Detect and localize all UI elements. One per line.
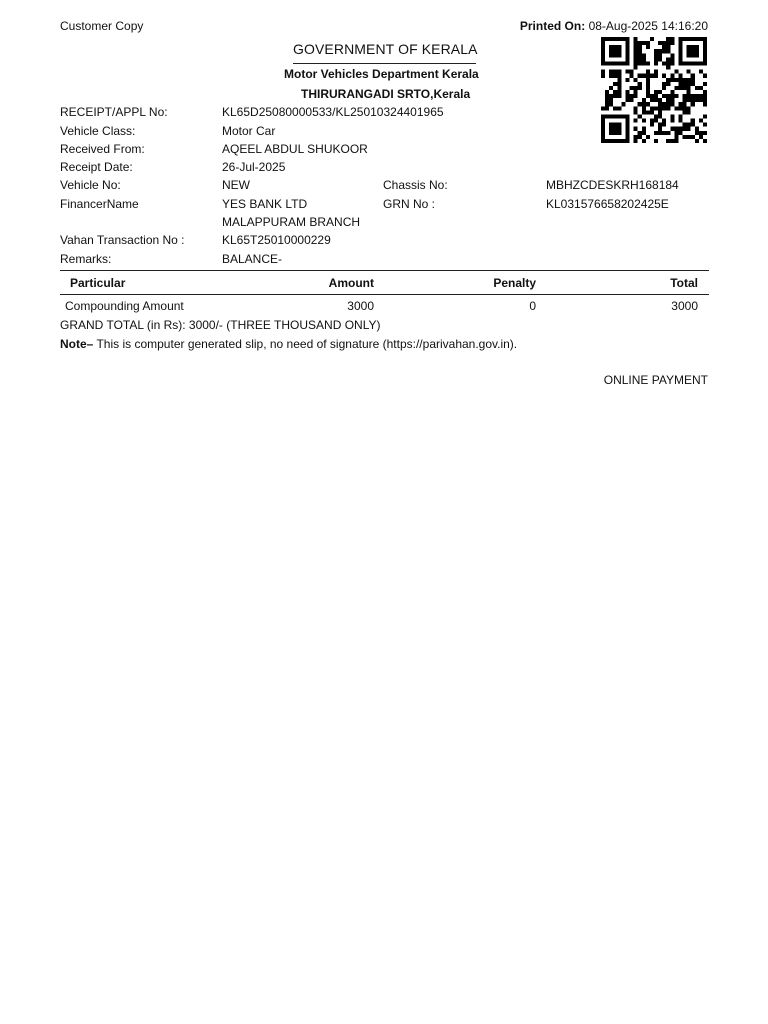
row-amount: 3000 — [347, 299, 374, 313]
note-label: Note– — [60, 337, 94, 351]
grn-value: KL031576658202425E — [546, 197, 669, 211]
receipt-label: RECEIPT/APPL No: — [60, 105, 168, 119]
chassis-label: Chassis No: — [383, 178, 448, 192]
printed-on-label: Printed On: — [519, 19, 586, 33]
col-header-penalty: Penalty — [493, 276, 536, 290]
printed-on — [520, 19, 708, 33]
vehicle-class-label: Vehicle Class: — [60, 124, 136, 138]
office-name: THIRURANGADI SRTO,Kerala — [301, 87, 471, 101]
table-header-rule — [60, 294, 709, 295]
table-top-rule — [60, 270, 709, 271]
payment-mode: ONLINE PAYMENT — [603, 373, 708, 387]
vahan-label: Vahan Transaction No : — [60, 233, 185, 247]
note — [60, 337, 517, 351]
vehicle-no-label: Vehicle No: — [60, 178, 121, 192]
chassis-value: MBHZCDESKRH168184 — [546, 178, 679, 192]
financer-value-line2: MALAPPURAM BRANCH — [222, 215, 361, 229]
financer-label: FinancerName — [60, 197, 139, 211]
vehicle-class-value: Motor Car — [222, 124, 276, 138]
row-total: 3000 — [671, 299, 698, 313]
col-header-amount: Amount — [328, 276, 374, 290]
receipt-date-value: 26-Jul-2025 — [222, 160, 286, 174]
vahan-value: KL65T25010000229 — [222, 233, 331, 247]
remarks-label: Remarks: — [60, 252, 112, 266]
received-from-label: Received From: — [60, 142, 145, 156]
qr-code — [601, 36, 707, 144]
col-header-total: Total — [670, 276, 698, 290]
grand-total: GRAND TOTAL (in Rs): 3000/- (THREE THOUSAND ONLY) — [60, 318, 381, 332]
receipt-value: KL65D25080000533/KL25010324401965 — [222, 105, 444, 119]
vehicle-no-value: NEW — [222, 178, 250, 192]
row-particular: Compounding Amount — [65, 299, 184, 313]
financer-value-line1: YES BANK LTD — [222, 197, 308, 211]
document-title: GOVERNMENT OF KERALA — [293, 41, 478, 57]
row-penalty: 0 — [529, 299, 536, 313]
printed-on-value: 08-Aug-2025 14:16:20 — [588, 19, 708, 33]
grn-label: GRN No : — [383, 197, 436, 211]
remarks-value: BALANCE- — [222, 252, 283, 266]
received-from-value: AQEEL ABDUL SHUKOOR — [222, 142, 368, 156]
department-name: Motor Vehicles Department Kerala — [284, 67, 479, 81]
note-text: This is computer generated slip, no need of signature (https://parivahan.gov.in). — [93, 337, 518, 351]
copy-label: Customer Copy — [60, 19, 144, 33]
title-underline — [293, 63, 476, 64]
receipt-date-label: Receipt Date: — [60, 160, 133, 174]
col-header-particular: Particular — [70, 276, 126, 290]
